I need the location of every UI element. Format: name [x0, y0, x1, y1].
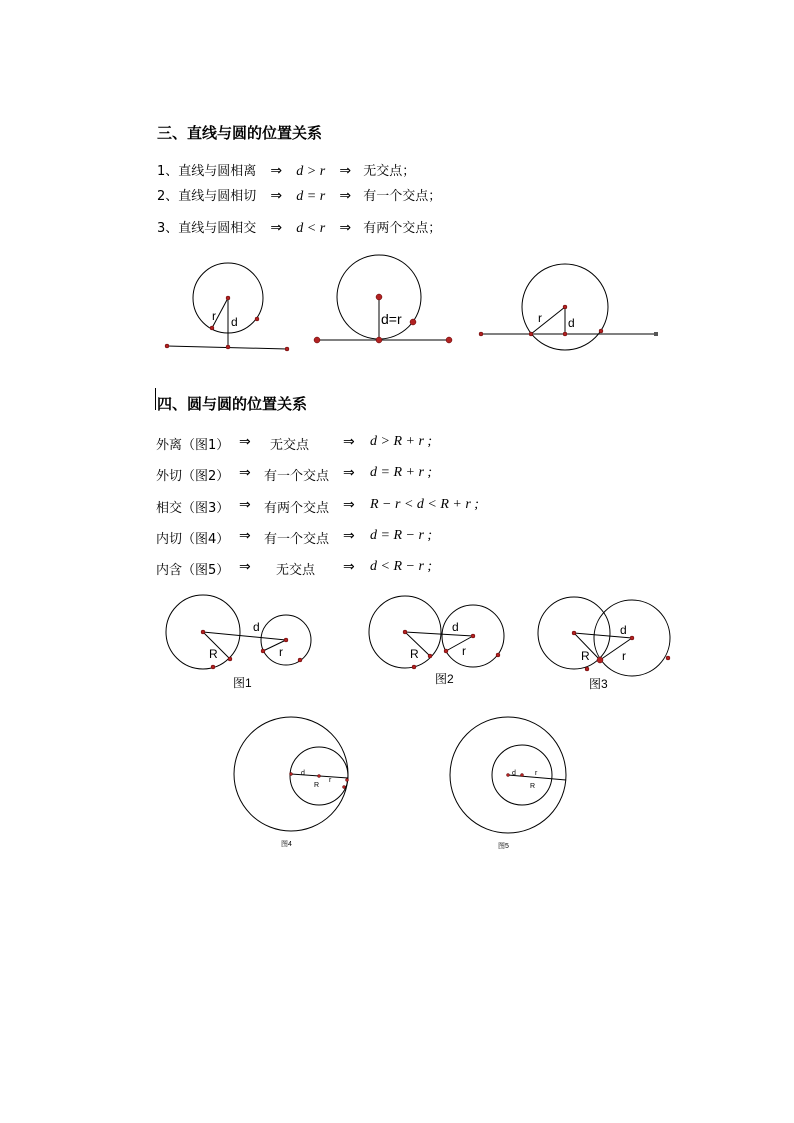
implies-arrow: ⇒ [343, 434, 355, 450]
point [666, 656, 670, 660]
d-label: d [452, 620, 459, 634]
implies-arrow: ⇒ [339, 220, 352, 236]
R-label: R [314, 782, 320, 789]
figure-1-separate [166, 595, 311, 669]
center-point [471, 634, 475, 638]
d-label: d [231, 315, 238, 329]
figure-3-caption: 图3 [589, 677, 608, 691]
implies-arrow: ⇒ [270, 188, 283, 204]
condition: d = R + r ; [370, 465, 433, 480]
R-label: R [209, 647, 218, 661]
center-point [403, 630, 407, 634]
figure-4-caption: 图4 [281, 841, 292, 848]
condition: d > R + r ; [370, 434, 433, 449]
item-label: 2、直线与圆相切 [157, 189, 257, 204]
tangent-point [444, 649, 448, 653]
R-label: R [581, 649, 590, 663]
point [585, 667, 589, 671]
item-label: 3、直线与圆相交 [157, 221, 257, 236]
implies-arrow: ⇒ [343, 528, 355, 544]
r-label: r [462, 644, 466, 658]
center-point [630, 636, 634, 640]
center-point [507, 774, 510, 777]
R-label: R [410, 647, 419, 661]
implies-arrow: ⇒ [270, 163, 283, 179]
implies-arrow: ⇒ [239, 434, 251, 450]
d-equals-r-label: d=r [381, 311, 402, 327]
item-label: 内切（图4） [156, 532, 230, 547]
figure-3-intersect [538, 597, 670, 676]
R-label: R [530, 783, 536, 790]
d-label: d [301, 770, 305, 777]
r-label: r [279, 645, 283, 659]
figure-2-caption: 图2 [435, 672, 454, 686]
result: 无交点 [276, 563, 316, 578]
implies-arrow: ⇒ [343, 465, 355, 481]
point [412, 665, 416, 669]
point [496, 653, 500, 657]
item-label: 内含（图5） [156, 563, 230, 578]
r-label: r [329, 777, 332, 784]
implies-arrow: ⇒ [343, 497, 355, 513]
point [228, 657, 232, 661]
center-point [318, 775, 321, 778]
intersection-point [597, 657, 603, 663]
implies-arrow: ⇒ [270, 220, 283, 236]
figure-5-caption: 图5 [498, 843, 509, 850]
result: 无交点； [363, 164, 416, 179]
condition: d < R − r ; [370, 559, 433, 574]
condition: d < r [296, 221, 326, 236]
condition: d > r [296, 164, 326, 179]
result: 无交点 [270, 438, 310, 453]
condition: d = R − r ; [370, 528, 433, 543]
result: 有两个交点； [363, 221, 442, 236]
implies-arrow: ⇒ [343, 559, 355, 575]
implies-arrow: ⇒ [339, 163, 352, 179]
r-label: r [535, 770, 538, 777]
r-label: r [538, 311, 542, 325]
d-label: d [568, 316, 575, 330]
d-label: d [620, 623, 627, 637]
center-point [290, 773, 293, 776]
item-label: 相交（图3） [156, 501, 230, 516]
condition: R − r < d < R + r ; [370, 497, 479, 512]
condition: d = r [296, 189, 326, 204]
figure-2-external-tangent [369, 596, 504, 668]
point [298, 658, 302, 662]
implies-arrow: ⇒ [239, 559, 251, 575]
point [343, 786, 346, 789]
center-point [201, 630, 205, 634]
item-label: 1、直线与圆相离 [157, 164, 257, 179]
item-label: 外切（图2） [156, 469, 230, 484]
d-label: d [512, 770, 516, 777]
point [428, 654, 432, 658]
point [211, 665, 215, 669]
center-point [521, 774, 524, 777]
section4-title: 四、圆与圆的位置关系 [157, 395, 308, 413]
implies-arrow: ⇒ [239, 528, 251, 544]
item-label: 外离（图1） [156, 438, 230, 453]
result: 有两个交点 [264, 501, 330, 516]
point [261, 649, 265, 653]
result: 有一个交点 [264, 469, 330, 484]
implies-arrow: ⇒ [239, 465, 251, 481]
d-label: d [253, 620, 260, 634]
center-point [284, 638, 288, 642]
result: 有一个交点 [264, 532, 330, 547]
figure-1-caption: 图1 [233, 676, 252, 690]
tangent-point [346, 779, 349, 782]
center-point [572, 631, 576, 635]
result: 有一个交点； [363, 189, 442, 204]
r-label: r [212, 309, 216, 323]
section3-title: 三、直线与圆的位置关系 [157, 124, 323, 142]
r-label: r [622, 649, 626, 663]
implies-arrow: ⇒ [239, 497, 251, 513]
implies-arrow: ⇒ [339, 188, 352, 204]
